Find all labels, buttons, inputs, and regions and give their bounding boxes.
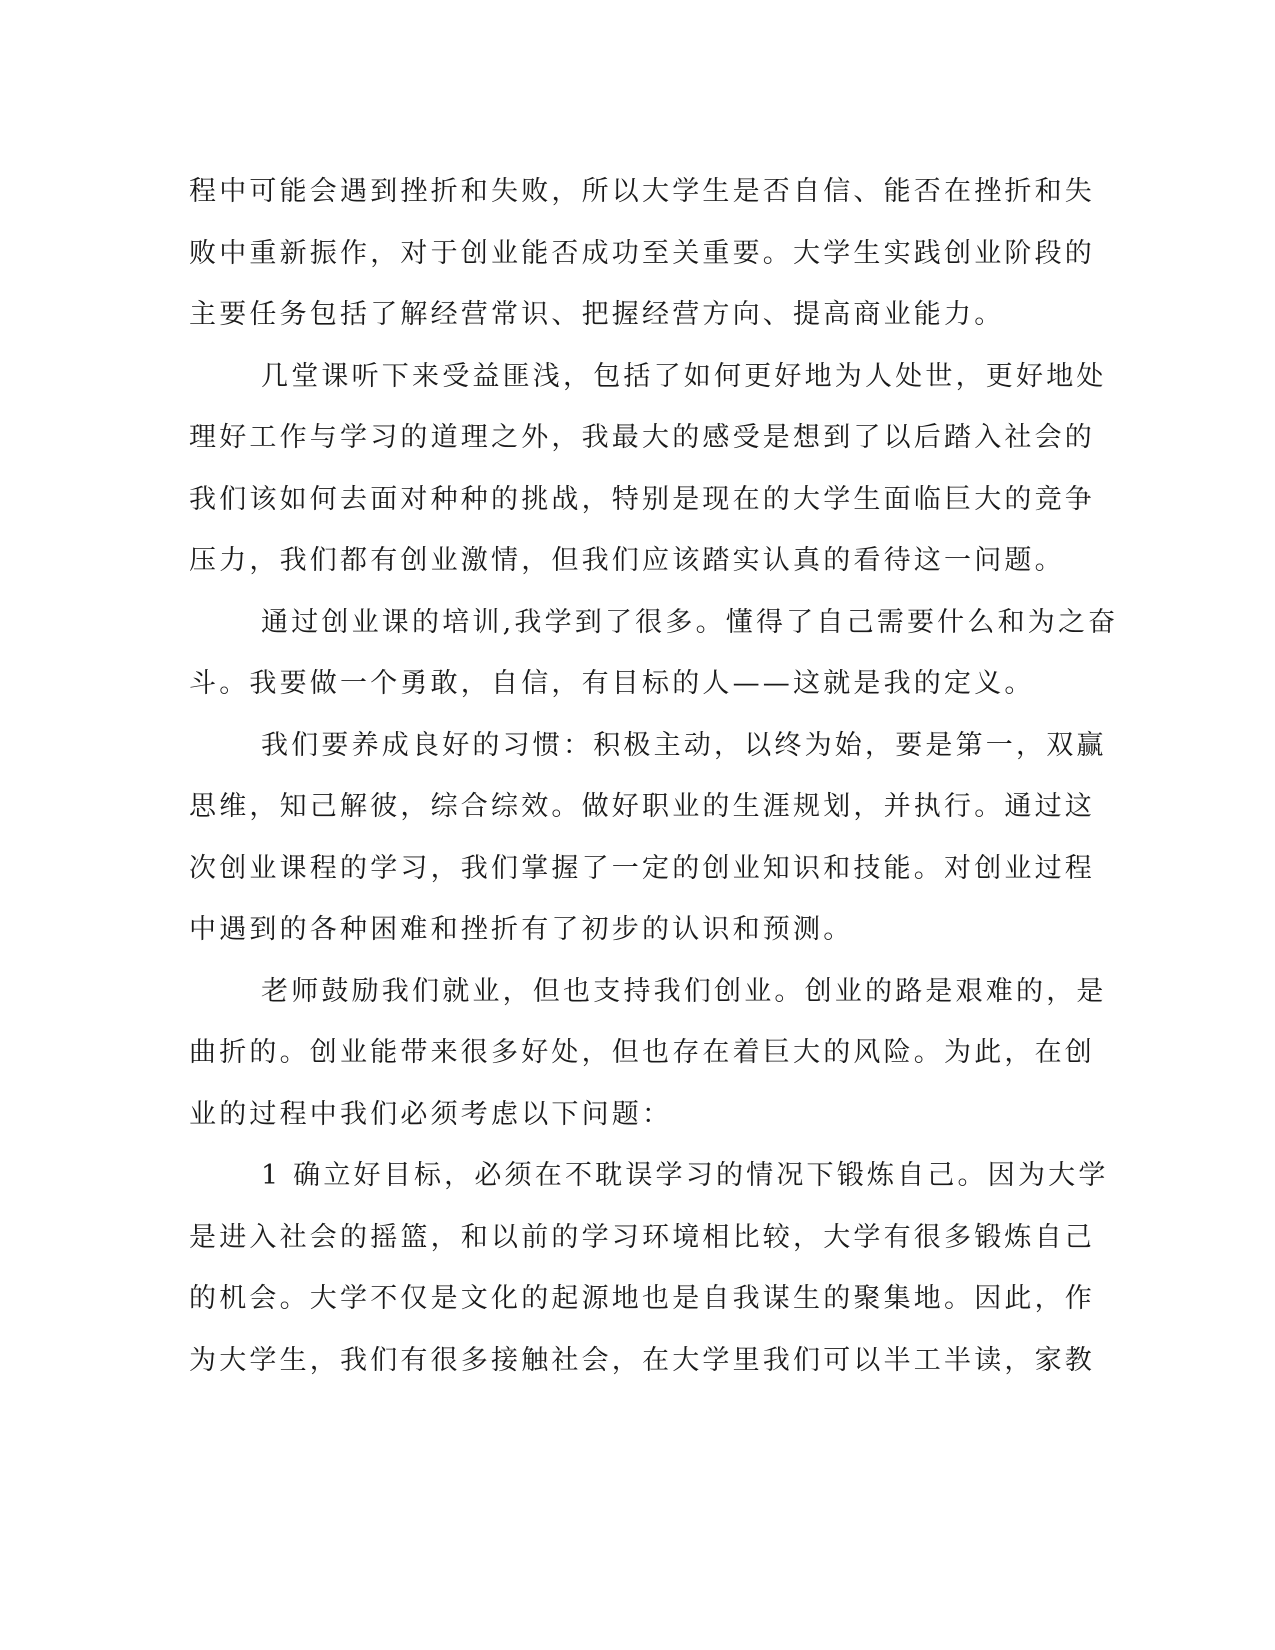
paragraph-first-line: 老师鼓励我们就业，但也支持我们创业。创业的路是艰难的，是 <box>261 975 1107 1007</box>
text-line: 理好工作与学习的道理之外，我最大的感受是想到了以后踏入社会的 <box>189 422 1095 453</box>
text-line: 思维，知己解彼，综合综效。做好职业的生涯规划，并执行。通过这 <box>189 791 1095 822</box>
text-line: 为大学生，我们有很多接触社会，在大学里我们可以半工半读，家教 <box>189 1344 1095 1376</box>
text-line: 中遇到的各种困难和挫折有了初步的认识和预测。 <box>189 914 854 945</box>
text-line: 程中可能会遇到挫折和失败，所以大学生是否自信、能否在挫折和失 <box>189 176 1095 207</box>
paragraph-first-line: 我们要养成良好的习惯：积极主动，以终为始，要是第一，双赢 <box>261 729 1107 761</box>
text-line: 败中重新振作，对于创业能否成功至关重要。大学生实践创业阶段的 <box>189 237 1095 269</box>
text-line: 曲折的。创业能带来很多好处，但也存在着巨大的风险。为此，在创 <box>189 1037 1095 1068</box>
text-line: 我们该如何去面对种种的挑战，特别是现在的大学生面临巨大的竞争 <box>189 483 1095 515</box>
paragraph-first-line: 通过创业课的培训,我学到了很多。懂得了自己需要什么和为之奋 <box>261 606 1119 638</box>
text-line: 主要任务包括了解经营常识、把握经营方向、提高商业能力。 <box>189 299 1005 330</box>
text-line: 是进入社会的摇篮，和以前的学习环境相比较，大学有很多锻炼自己 <box>189 1221 1095 1253</box>
paragraph-first-line: 几堂课听下来受益匪浅，包括了如何更好地为人处世，更好地处 <box>261 360 1107 392</box>
text-line: 压力，我们都有创业激情，但我们应该踏实认真的看待这一问题。 <box>189 545 1065 576</box>
text-line: 的机会。大学不仅是文化的起源地也是自我谋生的聚集地。因此，作 <box>189 1283 1095 1314</box>
paragraph-first-line: 1 确立好目标，必须在不耽误学习的情况下锻炼自己。因为大学 <box>261 1160 1109 1191</box>
text-line: 斗。我要做一个勇敢，自信，有目标的人——这就是我的定义。 <box>189 668 1035 699</box>
text-line: 业的过程中我们必须考虑以下问题： <box>189 1098 673 1130</box>
text-line: 次创业课程的学习，我们掌握了一定的创业知识和技能。对创业过程 <box>189 852 1095 884</box>
document-body-text <box>189 161 1119 1391</box>
